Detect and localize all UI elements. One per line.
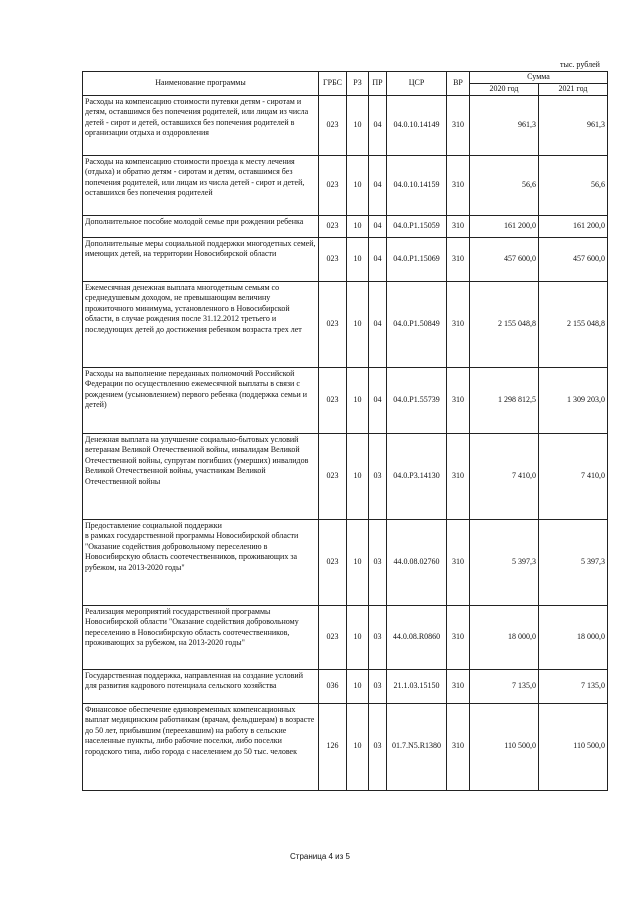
- pr-cell: 04: [369, 237, 387, 281]
- sum-2021-cell: 7 410,0: [539, 433, 608, 519]
- program-name-cell: Реализация мероприятий государственной программы Новосибирской области "Оказание содействия добровольному переселению в Новосибирскую область соотечественников, проживающих за рубежом, на 2013-2020 годы": [83, 605, 319, 669]
- table-row: [83, 367, 608, 433]
- table-row: [83, 155, 608, 215]
- vr-cell: 310: [447, 433, 470, 519]
- page-footer: Страница 4 из 5: [290, 852, 350, 861]
- vr-cell: 310: [447, 95, 470, 155]
- rz-cell: 10: [347, 281, 369, 367]
- rz-cell: 10: [347, 95, 369, 155]
- csr-cell: 04.0.P1.55739: [387, 367, 447, 433]
- sum-2021-cell: 961,3: [539, 95, 608, 155]
- pr-cell: 03: [369, 605, 387, 669]
- sum-2020-cell: 110 500,0: [470, 703, 539, 790]
- grbs-cell: 023: [319, 95, 347, 155]
- rz-cell: 10: [347, 605, 369, 669]
- rz-cell: 10: [347, 433, 369, 519]
- header-2021: 2021 год: [539, 83, 608, 95]
- sum-2021-cell: 457 600,0: [539, 237, 608, 281]
- vr-cell: 310: [447, 605, 470, 669]
- csr-cell: 21.1.03.15150: [387, 669, 447, 703]
- table-row: [83, 281, 608, 367]
- pr-cell: 04: [369, 215, 387, 237]
- rz-cell: 10: [347, 155, 369, 215]
- vr-cell: 310: [447, 669, 470, 703]
- table-row: [83, 703, 608, 790]
- program-name-cell: Дополнительное пособие молодой семье при рождении ребенка: [83, 215, 319, 237]
- table-row: [83, 519, 608, 605]
- header-name: Наименование программы: [83, 72, 319, 96]
- table-row: [83, 215, 608, 237]
- header-2020: 2020 год: [470, 83, 539, 95]
- header-pr: ПР: [369, 72, 387, 96]
- grbs-cell: 023: [319, 433, 347, 519]
- program-name-cell: Расходы на компенсацию стоимости путевки детям - сиротам и детям, оставшимся без попечения родителей, или лицам из числа детей - сирот и детей, оставшихся без попечения родителей в организации отдыха и оздоровления: [83, 95, 319, 155]
- program-name-cell: Дополнительные меры социальной поддержки многодетных семей, имеющих детей, на территории Новосибирской области: [83, 237, 319, 281]
- program-name-cell: Ежемесячная денежная выплата многодетным семьям со среднедушевым доходом, не превышающим величину прожиточного минимума, установленного в Новосибирской области, в случае рождения после 31.12.2012 третьего и последующих детей до достижения ребенком возраста трех лет: [83, 281, 319, 367]
- grbs-cell: 023: [319, 237, 347, 281]
- header-grbs: ГРБС: [319, 72, 347, 96]
- rz-cell: 10: [347, 237, 369, 281]
- vr-cell: 310: [447, 519, 470, 605]
- header-rz: РЗ: [347, 72, 369, 96]
- unit-label: тыс. рублей: [560, 60, 600, 69]
- program-name-cell: Финансовое обеспечение единовременных компенсационных выплат медицинским работникам (врачам, фельдшерам) в возрасте до 50 лет, прибывшим (переехавшим) на работу в сельские населенные пункты, либо рабочие поселки, либо поселки городского типа, либо города с населением до 50 тыс. человек: [83, 703, 319, 790]
- rz-cell: 10: [347, 519, 369, 605]
- header-csr: ЦСР: [387, 72, 447, 96]
- sum-2021-cell: 5 397,3: [539, 519, 608, 605]
- header-sum: Сумма: [470, 72, 608, 84]
- sum-2021-cell: 18 000,0: [539, 605, 608, 669]
- vr-cell: 310: [447, 367, 470, 433]
- program-name-cell: Расходы на компенсацию стоимости проезда к месту лечения (отдыха) и обратно детям - сиротам и детям, оставшимся без попечения родителей, или лицам из числа детей - сирот и детей, оставшихся без попечения родителей: [83, 155, 319, 215]
- vr-cell: 310: [447, 703, 470, 790]
- sum-2020-cell: 961,3: [470, 95, 539, 155]
- pr-cell: 03: [369, 519, 387, 605]
- vr-cell: 310: [447, 215, 470, 237]
- table-row: [83, 669, 608, 703]
- pr-cell: 03: [369, 433, 387, 519]
- sum-2021-cell: 161 200,0: [539, 215, 608, 237]
- rz-cell: 10: [347, 703, 369, 790]
- pr-cell: 04: [369, 155, 387, 215]
- grbs-cell: 023: [319, 605, 347, 669]
- csr-cell: 04.0.P1.15059: [387, 215, 447, 237]
- sum-2020-cell: 161 200,0: [470, 215, 539, 237]
- table-row: [83, 95, 608, 155]
- sum-2020-cell: 2 155 048,8: [470, 281, 539, 367]
- grbs-cell: 023: [319, 281, 347, 367]
- grbs-cell: 023: [319, 519, 347, 605]
- csr-cell: 04.0.P3.14130: [387, 433, 447, 519]
- csr-cell: 04.0.P1.15069: [387, 237, 447, 281]
- csr-cell: 44.0.08.R0860: [387, 605, 447, 669]
- grbs-cell: 126: [319, 703, 347, 790]
- sum-2021-cell: 1 309 203,0: [539, 367, 608, 433]
- pr-cell: 04: [369, 367, 387, 433]
- table-row: [83, 605, 608, 669]
- csr-cell: 01.7.N5.R1380: [387, 703, 447, 790]
- csr-cell: 04.0.10.14149: [387, 95, 447, 155]
- sum-2021-cell: 56,6: [539, 155, 608, 215]
- table-row: [83, 237, 608, 281]
- sum-2020-cell: 56,6: [470, 155, 539, 215]
- pr-cell: 04: [369, 281, 387, 367]
- vr-cell: 310: [447, 155, 470, 215]
- program-name-cell: Денежная выплата на улучшение социально-бытовых условий ветеранам Великой Отечественной войны, инвалидам Великой Отечественной войны, супругам погибших (умерших) инвалидов Великой Отечественной войны, участникам Великой Отечественной войны: [83, 433, 319, 519]
- header-vr: ВР: [447, 72, 470, 96]
- program-name-cell: Государственная поддержка, направленная на создание условий для развития кадрового потенциала сельского хозяйства: [83, 669, 319, 703]
- pr-cell: 04: [369, 95, 387, 155]
- sum-2020-cell: 5 397,3: [470, 519, 539, 605]
- budget-table: [82, 71, 608, 791]
- csr-cell: 04.0.10.14159: [387, 155, 447, 215]
- vr-cell: 310: [447, 237, 470, 281]
- vr-cell: 310: [447, 281, 470, 367]
- program-name-cell: Расходы на выполнение переданных полномочий Российской Федерации по осуществлению ежемесячной выплаты в связи с рождением (усыновлением) первого ребенка (поддержка семьи и детей): [83, 367, 319, 433]
- sum-2020-cell: 457 600,0: [470, 237, 539, 281]
- grbs-cell: 023: [319, 215, 347, 237]
- sum-2020-cell: 1 298 812,5: [470, 367, 539, 433]
- sum-2020-cell: 7 410,0: [470, 433, 539, 519]
- rz-cell: 10: [347, 367, 369, 433]
- sum-2021-cell: 2 155 048,8: [539, 281, 608, 367]
- sum-2021-cell: 110 500,0: [539, 703, 608, 790]
- csr-cell: 44.0.08.02760: [387, 519, 447, 605]
- pr-cell: 03: [369, 669, 387, 703]
- table-row: [83, 433, 608, 519]
- csr-cell: 04.0.P1.50849: [387, 281, 447, 367]
- grbs-cell: 023: [319, 155, 347, 215]
- pr-cell: 03: [369, 703, 387, 790]
- rz-cell: 10: [347, 669, 369, 703]
- grbs-cell: 036: [319, 669, 347, 703]
- sum-2020-cell: 18 000,0: [470, 605, 539, 669]
- program-name-cell: Предоставление социальной поддержки в рамках государственной программы Новосибирской области "Оказание содействия добровольному переселению в Новосибирскую область соотечественников, проживающих за рубежом, на 2013-2020 годы": [83, 519, 319, 605]
- sum-2021-cell: 7 135,0: [539, 669, 608, 703]
- grbs-cell: 023: [319, 367, 347, 433]
- sum-2020-cell: 7 135,0: [470, 669, 539, 703]
- rz-cell: 10: [347, 215, 369, 237]
